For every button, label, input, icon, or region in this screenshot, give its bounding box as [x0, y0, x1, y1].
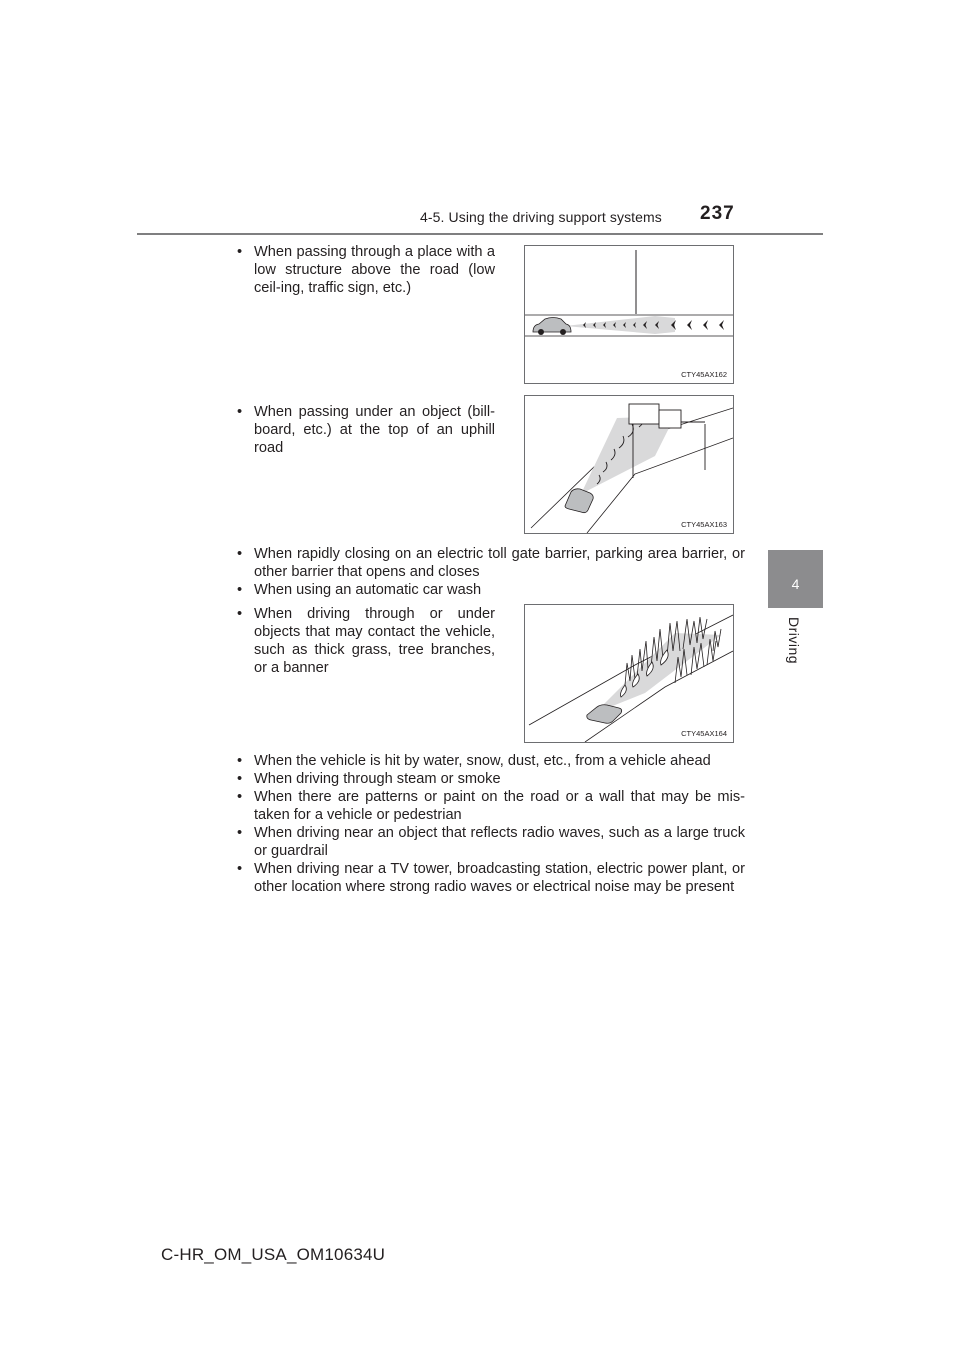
- list-item: [233, 860, 745, 896]
- header-rule: [137, 233, 823, 235]
- list-item: [233, 824, 745, 860]
- list-item: [233, 605, 495, 677]
- item-tv-tower: • When driving near a TV tower, broadcasting station, electric power plant, or other location where strong radio waves or electrical noise may be present: [233, 860, 745, 896]
- figure-code: CTY45AX162: [681, 370, 727, 379]
- item-patterns-paint: • When there are patterns or paint on the road or a wall that may be mis-taken for a vehicle or pedestrian: [233, 788, 745, 824]
- list-item: [233, 788, 745, 824]
- section-title: 4-5. Using the driving support systems: [420, 209, 662, 225]
- figure-code: CTY45AX163: [681, 520, 727, 529]
- low-structure-illustration: [525, 246, 733, 383]
- figure-grass-banner: [524, 604, 734, 743]
- list-item: [233, 545, 745, 581]
- list-item: [233, 243, 495, 297]
- figure-billboard-uphill: [524, 395, 734, 534]
- item-steam-smoke: • When driving through steam or smoke: [233, 770, 745, 788]
- page-number: 237: [700, 203, 735, 224]
- item-grass-banner: • When driving through or under objects that may contact the vehicle, such as thick grass, tree branches, or a banner: [233, 605, 495, 677]
- footer-doc-code: C-HR_OM_USA_OM10634U: [161, 1245, 386, 1264]
- car-icon: [533, 318, 571, 336]
- item-billboard-uphill: • When passing under an object (bill-board, etc.) at the top of an uphill road: [233, 403, 495, 457]
- list-item: [233, 770, 745, 788]
- chapter-number: 4: [791, 576, 800, 592]
- grass-banner-illustration: [525, 605, 733, 742]
- car-icon: [565, 489, 593, 513]
- item-low-structure: • When passing through a place with a low structure above the road (low ceil-ing, traffic sign, etc.): [233, 243, 495, 297]
- item-radio-reflect: • When driving near an object that reflects radio waves, such as a large truck or guardrail: [233, 824, 745, 860]
- chapter-label: Driving: [786, 617, 802, 665]
- list-item: [233, 581, 745, 599]
- item-car-wash: • When using an automatic car wash: [233, 581, 745, 599]
- list-item: [233, 403, 495, 457]
- item-water-snow: • When the vehicle is hit by water, snow, dust, etc., from a vehicle ahead: [233, 752, 745, 770]
- billboard-uphill-illustration: [525, 396, 733, 533]
- item-toll-gate: • When rapidly closing on an electric toll gate barrier, parking area barrier, or other barrier that opens and closes: [233, 545, 745, 581]
- list-item: [233, 752, 745, 770]
- figure-low-structure: [524, 245, 734, 384]
- figure-code: CTY45AX164: [681, 729, 727, 738]
